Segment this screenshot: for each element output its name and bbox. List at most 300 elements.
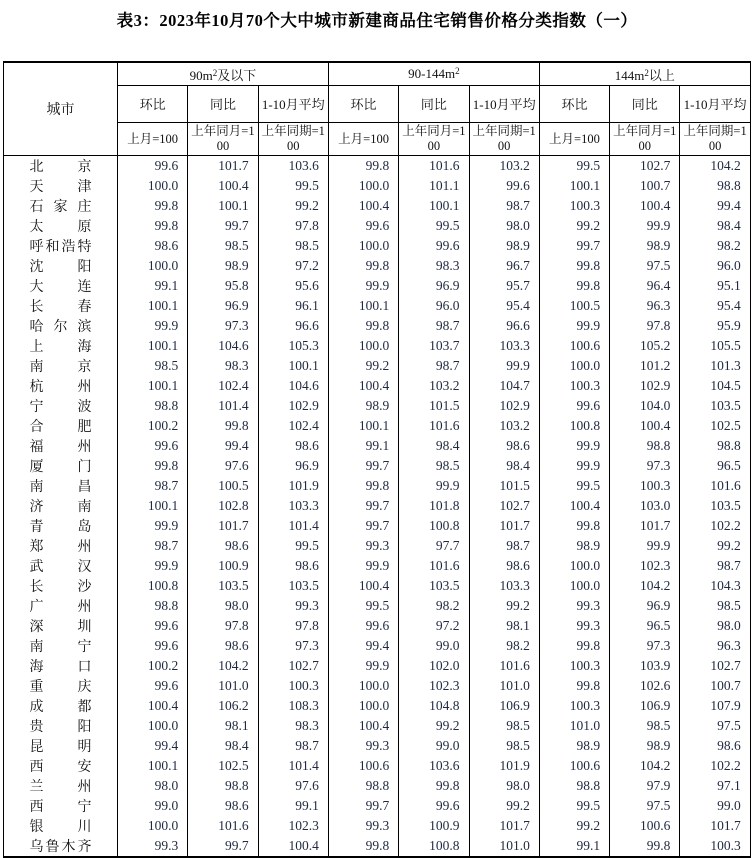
- index-value-cell: 98.0: [680, 616, 750, 636]
- index-value-cell: 98.0: [188, 596, 258, 616]
- group-header-90-144: [328, 62, 539, 86]
- city-cell: [4, 516, 118, 536]
- index-value-cell: 100.2: [118, 416, 188, 436]
- index-value-cell: 100.1: [118, 296, 188, 316]
- index-value-cell: 98.8: [539, 776, 609, 796]
- index-value-cell: 100.4: [328, 376, 398, 396]
- index-value-cell: 99.8: [328, 316, 398, 336]
- index-value-cell: 99.9: [118, 556, 188, 576]
- table-row: [4, 356, 751, 376]
- city-name: 大连: [29, 280, 92, 295]
- table-row: [4, 476, 751, 496]
- index-value-cell: 101.9: [258, 476, 328, 496]
- index-value-cell: 102.7: [680, 656, 750, 676]
- index-value-cell: 98.8: [680, 176, 750, 196]
- table-row: [4, 796, 751, 816]
- index-value-cell: 97.3: [610, 456, 680, 476]
- index-value-cell: 98.6: [469, 556, 539, 576]
- index-value-cell: 101.0: [469, 836, 539, 857]
- index-value-cell: 99.9: [610, 216, 680, 236]
- city-cell: [4, 536, 118, 556]
- index-value-cell: 98.7: [118, 536, 188, 556]
- base-header-same-period: 上年同期=100: [680, 123, 750, 156]
- index-value-cell: 99.8: [118, 216, 188, 236]
- table-row: [4, 596, 751, 616]
- index-value-cell: 98.5: [610, 716, 680, 736]
- index-value-cell: 98.6: [188, 536, 258, 556]
- city-name: 福州: [29, 440, 92, 455]
- index-value-cell: 99.3: [539, 596, 609, 616]
- index-value-cell: 101.5: [469, 476, 539, 496]
- index-value-cell: 96.7: [469, 256, 539, 276]
- city-name: 深圳: [29, 620, 92, 635]
- index-value-cell: 102.9: [258, 396, 328, 416]
- index-value-cell: 102.5: [188, 756, 258, 776]
- index-value-cell: 98.9: [328, 396, 398, 416]
- index-value-cell: 96.6: [258, 316, 328, 336]
- index-value-cell: 99.5: [539, 156, 609, 177]
- index-value-cell: 100.0: [539, 576, 609, 596]
- index-value-cell: 97.3: [188, 316, 258, 336]
- index-value-cell: 96.3: [680, 636, 750, 656]
- index-value-cell: 97.3: [610, 636, 680, 656]
- index-value-cell: 104.5: [680, 376, 750, 396]
- index-value-cell: 100.0: [118, 176, 188, 196]
- index-value-cell: 102.5: [680, 416, 750, 436]
- index-value-cell: 99.0: [399, 736, 469, 756]
- index-value-cell: 101.6: [680, 476, 750, 496]
- city-cell: [4, 256, 118, 276]
- index-value-cell: 99.2: [469, 796, 539, 816]
- city-cell: [4, 236, 118, 256]
- index-value-cell: 100.6: [328, 756, 398, 776]
- index-value-cell: 98.5: [188, 236, 258, 256]
- city-name: 哈尔滨: [29, 320, 92, 335]
- metric-header-yoy: 同比: [399, 86, 469, 123]
- index-value-cell: 99.7: [328, 516, 398, 536]
- index-value-cell: 100.8: [399, 516, 469, 536]
- index-value-cell: 100.4: [188, 176, 258, 196]
- index-value-cell: 103.3: [469, 336, 539, 356]
- index-value-cell: 96.9: [188, 296, 258, 316]
- city-name: 南宁: [29, 640, 92, 655]
- index-value-cell: 99.2: [469, 596, 539, 616]
- index-value-cell: 98.3: [188, 356, 258, 376]
- table-header: [4, 62, 751, 156]
- city-cell: [4, 656, 118, 676]
- group-label: 90-144m: [408, 66, 456, 81]
- index-value-cell: 95.1: [680, 276, 750, 296]
- index-value-cell: 100.9: [188, 556, 258, 576]
- index-value-cell: 99.4: [328, 636, 398, 656]
- index-value-cell: 102.3: [258, 816, 328, 836]
- index-value-cell: 102.7: [258, 656, 328, 676]
- city-cell: [4, 376, 118, 396]
- index-value-cell: 100.0: [118, 716, 188, 736]
- index-value-cell: 100.4: [328, 196, 398, 216]
- index-value-cell: 99.8: [539, 516, 609, 536]
- index-value-cell: 103.2: [469, 416, 539, 436]
- city-column-header: 城市: [4, 62, 118, 156]
- index-value-cell: 101.5: [399, 396, 469, 416]
- metric-header-avg: 1-10月平均: [680, 86, 750, 123]
- index-value-cell: 99.1: [539, 836, 609, 857]
- index-value-cell: 98.4: [680, 216, 750, 236]
- index-value-cell: 100.1: [328, 416, 398, 436]
- base-header-same-month: 上年同月=100: [399, 123, 469, 156]
- index-value-cell: 105.3: [258, 336, 328, 356]
- index-value-cell: 98.9: [539, 536, 609, 556]
- index-value-cell: 97.9: [610, 776, 680, 796]
- index-value-cell: 97.5: [610, 256, 680, 276]
- index-value-cell: 99.1: [328, 436, 398, 456]
- index-value-cell: 104.2: [610, 576, 680, 596]
- index-value-cell: 103.7: [399, 336, 469, 356]
- index-value-cell: 100.0: [328, 676, 398, 696]
- index-value-cell: 96.0: [680, 256, 750, 276]
- superscript: 2: [644, 67, 649, 78]
- index-value-cell: 99.8: [328, 476, 398, 496]
- table-row: [4, 616, 751, 636]
- index-value-cell: 99.7: [328, 796, 398, 816]
- index-value-cell: 101.4: [258, 516, 328, 536]
- index-value-cell: 98.4: [469, 456, 539, 476]
- table-row: [4, 216, 751, 236]
- index-value-cell: 100.1: [118, 496, 188, 516]
- city-cell: [4, 596, 118, 616]
- index-value-cell: 97.8: [188, 616, 258, 636]
- table-row: [4, 196, 751, 216]
- index-value-cell: 104.3: [680, 576, 750, 596]
- table-row: [4, 536, 751, 556]
- index-value-cell: 96.9: [399, 276, 469, 296]
- index-value-cell: 98.7: [469, 536, 539, 556]
- metric-header-mom: 环比: [118, 86, 188, 123]
- index-value-cell: 102.3: [610, 556, 680, 576]
- index-value-cell: 98.6: [680, 736, 750, 756]
- index-value-cell: 103.6: [258, 156, 328, 177]
- index-value-cell: 98.6: [188, 636, 258, 656]
- index-value-cell: 99.9: [328, 556, 398, 576]
- index-value-cell: 99.6: [469, 176, 539, 196]
- index-value-cell: 100.4: [610, 196, 680, 216]
- index-value-cell: 95.6: [258, 276, 328, 296]
- index-value-cell: 99.9: [539, 456, 609, 476]
- index-value-cell: 98.5: [258, 236, 328, 256]
- group-header-90-below: [118, 62, 329, 86]
- index-value-cell: 100.3: [539, 196, 609, 216]
- index-value-cell: 99.6: [328, 216, 398, 236]
- city-name: 乌鲁木齐: [29, 840, 92, 855]
- index-value-cell: 103.3: [469, 576, 539, 596]
- index-value-cell: 104.2: [188, 656, 258, 676]
- city-name: 郑州: [29, 540, 92, 555]
- index-value-cell: 98.9: [539, 736, 609, 756]
- index-value-cell: 99.7: [539, 236, 609, 256]
- city-cell: [4, 556, 118, 576]
- index-value-cell: 102.3: [399, 676, 469, 696]
- base-header-same-period: 上年同期=100: [469, 123, 539, 156]
- index-value-cell: 99.4: [118, 736, 188, 756]
- table-row: [4, 816, 751, 836]
- index-value-cell: 98.3: [258, 716, 328, 736]
- index-value-cell: 98.8: [188, 776, 258, 796]
- index-value-cell: 99.6: [399, 796, 469, 816]
- index-value-cell: 100.3: [680, 836, 750, 857]
- superscript: 2: [455, 66, 460, 76]
- index-value-cell: 101.3: [680, 356, 750, 376]
- index-value-cell: 100.0: [328, 336, 398, 356]
- index-value-cell: 98.1: [469, 616, 539, 636]
- base-header-prev-month: 上月=100: [328, 123, 398, 156]
- index-value-cell: 100.8: [539, 416, 609, 436]
- index-value-cell: 99.8: [539, 256, 609, 276]
- index-value-cell: 99.6: [118, 676, 188, 696]
- index-value-cell: 100.1: [118, 756, 188, 776]
- city-cell: [4, 436, 118, 456]
- city-cell: [4, 616, 118, 636]
- index-value-cell: 98.7: [399, 356, 469, 376]
- index-value-cell: 96.6: [469, 316, 539, 336]
- index-value-cell: 101.0: [188, 676, 258, 696]
- index-value-cell: 98.5: [399, 456, 469, 476]
- index-value-cell: 99.8: [610, 836, 680, 857]
- city-name: 呼和浩特: [29, 240, 92, 255]
- group-label: 以上: [648, 67, 675, 83]
- table-row: [4, 496, 751, 516]
- index-value-cell: 99.8: [328, 156, 398, 177]
- table-row: [4, 376, 751, 396]
- index-value-cell: 105.5: [680, 336, 750, 356]
- index-value-cell: 100.4: [610, 416, 680, 436]
- city-name: 合肥: [29, 420, 92, 435]
- city-name: 武汉: [29, 560, 92, 575]
- group-label: 144m: [614, 67, 645, 83]
- city-name: 昆明: [29, 740, 92, 755]
- index-value-cell: 102.9: [610, 376, 680, 396]
- metric-header-mom: 环比: [328, 86, 398, 123]
- city-cell: [4, 816, 118, 836]
- city-name: 西宁: [29, 800, 92, 815]
- index-value-cell: 101.7: [469, 816, 539, 836]
- index-value-cell: 104.8: [399, 696, 469, 716]
- table-row: [4, 396, 751, 416]
- index-value-cell: 103.0: [610, 496, 680, 516]
- index-value-cell: 97.8: [610, 316, 680, 336]
- index-value-cell: 98.9: [610, 236, 680, 256]
- index-value-cell: 96.9: [258, 456, 328, 476]
- index-value-cell: 102.0: [399, 656, 469, 676]
- index-value-cell: 98.6: [258, 556, 328, 576]
- index-value-cell: 98.7: [680, 556, 750, 576]
- city-cell: [4, 796, 118, 816]
- index-value-cell: 98.5: [469, 716, 539, 736]
- index-value-cell: 102.6: [610, 676, 680, 696]
- index-value-cell: 99.0: [680, 796, 750, 816]
- index-value-cell: 102.7: [469, 496, 539, 516]
- index-value-cell: 101.1: [399, 176, 469, 196]
- table-row: [4, 696, 751, 716]
- index-value-cell: 99.6: [118, 436, 188, 456]
- index-value-cell: 96.0: [399, 296, 469, 316]
- city-name: 海口: [29, 660, 92, 675]
- index-value-cell: 100.1: [258, 356, 328, 376]
- index-value-cell: 98.7: [399, 316, 469, 336]
- table-row: [4, 236, 751, 256]
- metric-header-avg: 1-10月平均: [469, 86, 539, 123]
- table-title: 表3：2023年10月70个大中城市新建商品住宅销售价格分类指数（一）: [116, 11, 638, 30]
- index-value-cell: 99.5: [539, 796, 609, 816]
- index-value-cell: 108.3: [258, 696, 328, 716]
- index-value-cell: 97.1: [680, 776, 750, 796]
- index-value-cell: 102.7: [610, 156, 680, 177]
- index-value-cell: 100.1: [399, 196, 469, 216]
- index-value-cell: 100.2: [118, 656, 188, 676]
- index-value-cell: 97.2: [399, 616, 469, 636]
- index-value-cell: 101.8: [399, 496, 469, 516]
- city-cell: [4, 456, 118, 476]
- table-row: [4, 636, 751, 656]
- table-row: [4, 716, 751, 736]
- index-value-cell: 99.6: [328, 616, 398, 636]
- index-value-cell: 100.1: [118, 376, 188, 396]
- index-value-cell: 100.3: [539, 376, 609, 396]
- city-name: 沈阳: [29, 260, 92, 275]
- index-value-cell: 98.6: [118, 236, 188, 256]
- index-value-cell: 106.9: [610, 696, 680, 716]
- metric-header-mom: 环比: [539, 86, 609, 123]
- table-body: [4, 156, 751, 858]
- index-value-cell: 97.5: [680, 716, 750, 736]
- index-value-cell: 102.4: [188, 376, 258, 396]
- table-row: [4, 736, 751, 756]
- city-cell: [4, 776, 118, 796]
- index-value-cell: 101.6: [399, 416, 469, 436]
- index-value-cell: 98.5: [469, 736, 539, 756]
- index-value-cell: 100.0: [539, 556, 609, 576]
- group-header-row: [4, 62, 751, 86]
- index-value-cell: 101.7: [680, 816, 750, 836]
- city-name: 兰州: [29, 780, 92, 795]
- index-value-cell: 95.7: [469, 276, 539, 296]
- index-value-cell: 100.0: [118, 816, 188, 836]
- index-value-cell: 99.5: [258, 176, 328, 196]
- index-value-cell: 99.9: [118, 316, 188, 336]
- index-value-cell: 99.1: [118, 276, 188, 296]
- index-value-cell: 98.2: [469, 636, 539, 656]
- index-value-cell: 98.5: [680, 596, 750, 616]
- city-cell: [4, 736, 118, 756]
- index-value-cell: 100.1: [118, 336, 188, 356]
- index-value-cell: 98.2: [680, 236, 750, 256]
- index-value-cell: 100.8: [118, 576, 188, 596]
- index-value-cell: 99.8: [118, 456, 188, 476]
- table-row: [4, 156, 751, 177]
- index-value-cell: 98.0: [469, 216, 539, 236]
- base-header-same-month: 上年同月=100: [188, 123, 258, 156]
- index-value-cell: 99.6: [539, 396, 609, 416]
- index-value-cell: 99.7: [188, 836, 258, 857]
- city-cell: [4, 196, 118, 216]
- table-row: [4, 656, 751, 676]
- city-name: 贵阳: [29, 720, 92, 735]
- index-value-cell: 102.2: [680, 516, 750, 536]
- index-value-cell: 98.7: [258, 736, 328, 756]
- city-cell: [4, 356, 118, 376]
- city-cell: [4, 216, 118, 236]
- index-value-cell: 99.5: [539, 476, 609, 496]
- index-value-cell: 105.2: [610, 336, 680, 356]
- table-row: [4, 296, 751, 316]
- base-header-same-period: 上年同期=100: [258, 123, 328, 156]
- index-value-cell: 98.3: [399, 256, 469, 276]
- city-cell: [4, 696, 118, 716]
- city-cell: [4, 336, 118, 356]
- index-value-cell: 99.6: [399, 236, 469, 256]
- city-cell: [4, 496, 118, 516]
- table-row: [4, 336, 751, 356]
- index-value-cell: 98.0: [118, 776, 188, 796]
- city-name: 北京: [29, 160, 92, 175]
- table-row: [4, 576, 751, 596]
- index-value-cell: 99.8: [399, 776, 469, 796]
- index-value-cell: 101.6: [399, 156, 469, 177]
- index-value-cell: 99.8: [118, 196, 188, 216]
- city-cell: [4, 176, 118, 196]
- index-value-cell: 101.7: [610, 516, 680, 536]
- index-value-cell: 99.7: [328, 496, 398, 516]
- index-value-cell: 99.9: [469, 356, 539, 376]
- index-value-cell: 101.7: [469, 516, 539, 536]
- index-value-cell: 96.1: [258, 296, 328, 316]
- index-value-cell: 101.6: [399, 556, 469, 576]
- index-value-cell: 99.2: [258, 196, 328, 216]
- index-value-cell: 98.8: [118, 396, 188, 416]
- index-value-cell: 95.4: [680, 296, 750, 316]
- index-value-cell: 99.9: [539, 316, 609, 336]
- index-value-cell: 99.1: [258, 796, 328, 816]
- index-value-cell: 96.5: [610, 616, 680, 636]
- index-value-cell: 97.6: [258, 776, 328, 796]
- city-name: 上海: [29, 340, 92, 355]
- index-value-cell: 99.6: [118, 156, 188, 177]
- city-cell: [4, 396, 118, 416]
- index-value-cell: 100.4: [539, 496, 609, 516]
- index-value-cell: 100.0: [328, 696, 398, 716]
- superscript: 2: [212, 67, 218, 78]
- city-cell: [4, 576, 118, 596]
- city-name: 长春: [29, 300, 92, 315]
- city-cell: [4, 476, 118, 496]
- city-name: 石家庄: [29, 200, 92, 215]
- city-name: 宁波: [29, 400, 92, 415]
- index-value-cell: 98.8: [610, 436, 680, 456]
- index-value-cell: 99.2: [539, 216, 609, 236]
- city-name: 太原: [29, 220, 92, 235]
- city-name: 重庆: [29, 680, 92, 695]
- index-value-cell: 99.3: [328, 736, 398, 756]
- index-value-cell: 103.5: [258, 576, 328, 596]
- index-value-cell: 98.2: [399, 596, 469, 616]
- index-value-cell: 99.0: [399, 636, 469, 656]
- index-value-cell: 100.5: [188, 476, 258, 496]
- index-value-cell: 98.9: [469, 236, 539, 256]
- city-name: 厦门: [29, 460, 92, 475]
- index-value-cell: 99.2: [680, 536, 750, 556]
- index-value-cell: 104.7: [469, 376, 539, 396]
- index-value-cell: 99.3: [118, 836, 188, 857]
- table-row: [4, 176, 751, 196]
